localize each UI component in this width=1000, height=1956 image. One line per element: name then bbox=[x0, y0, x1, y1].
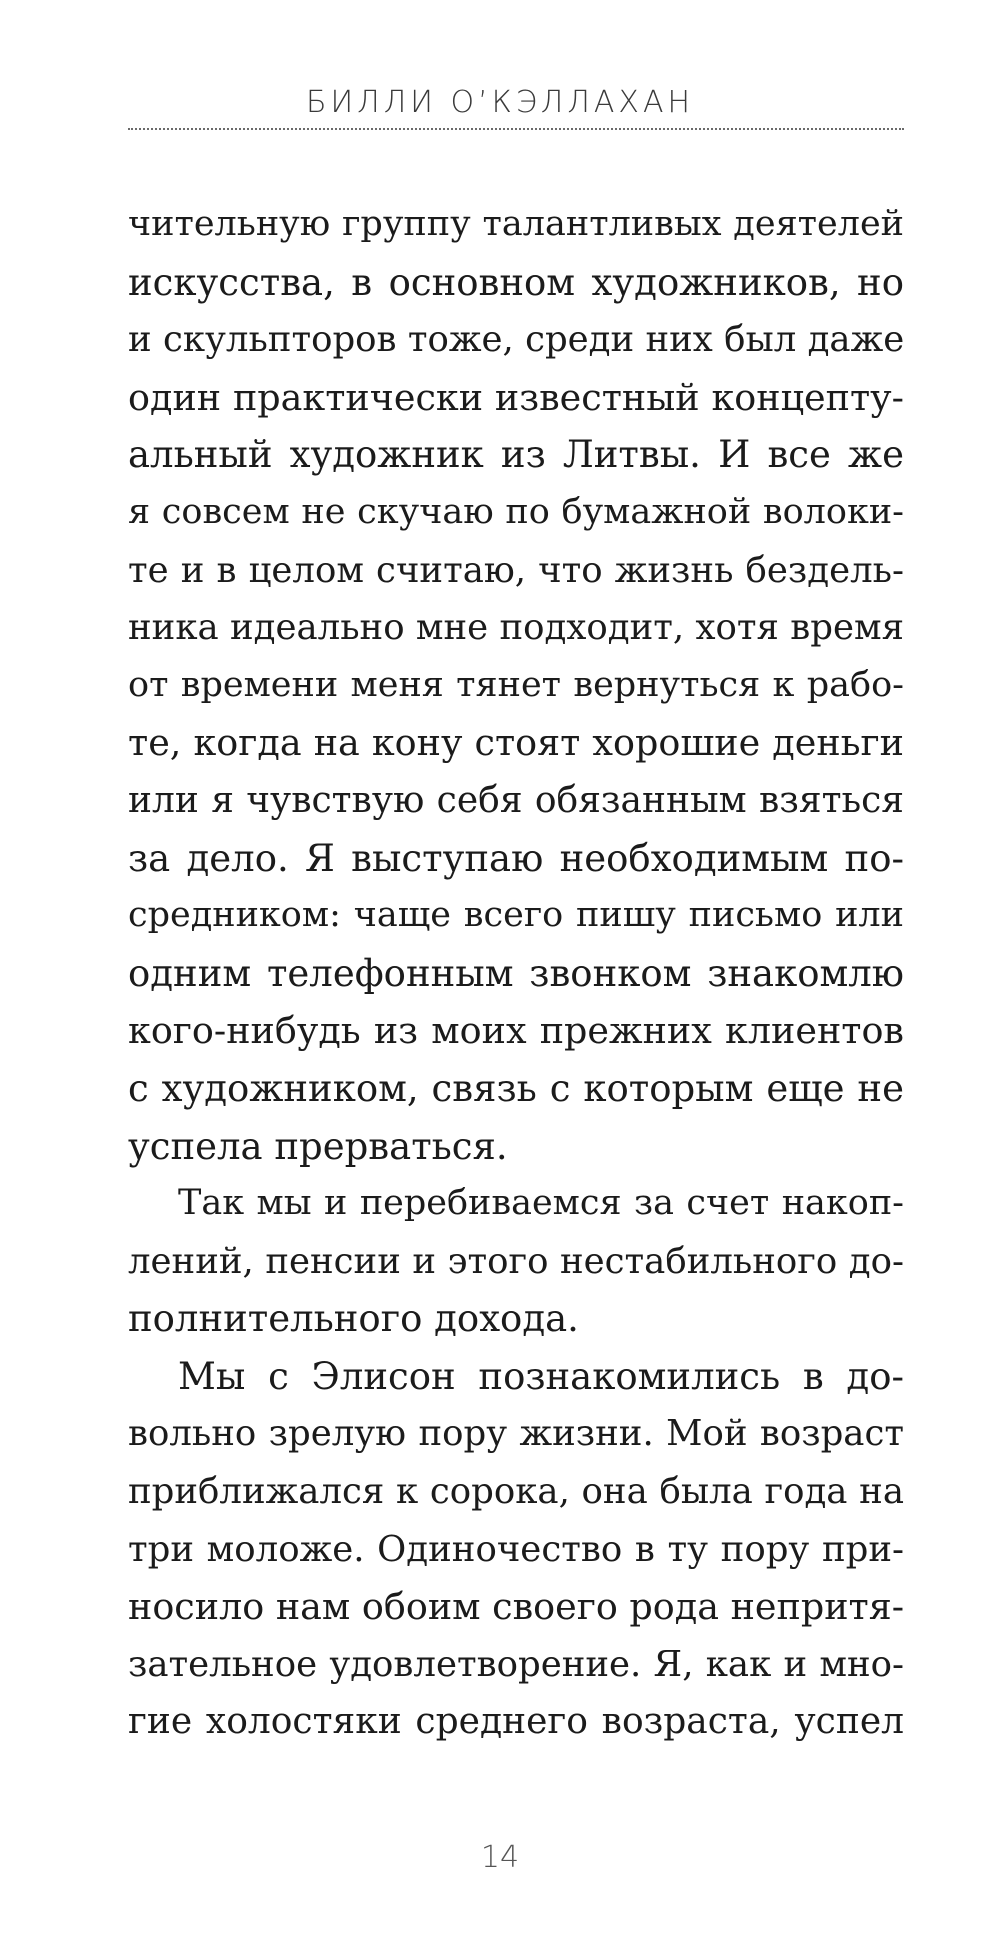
text-line: одним телефонным звонком знакомлю bbox=[128, 951, 904, 995]
running-head-author: БИЛЛИ О’КЭЛЛАХАН bbox=[305, 85, 695, 120]
header-dotted-rule bbox=[128, 128, 904, 130]
text-line: три моложе. Одиночество в ту пору при- bbox=[128, 1528, 904, 1570]
paragraph-3 bbox=[128, 1348, 904, 1751]
text-line: успела прерваться. bbox=[128, 1124, 508, 1168]
text-line: альный художник из Литвы. И все же bbox=[128, 433, 904, 477]
page-body-text bbox=[128, 196, 904, 1751]
text-line: один практически известный концепту- bbox=[128, 375, 904, 419]
text-line: кого-нибудь из моих прежних клиентов bbox=[128, 1009, 904, 1053]
text-line: Так мы и перебиваемся за счет накоп- bbox=[178, 1183, 904, 1224]
paragraph-2 bbox=[128, 1175, 904, 1348]
text-line: ника идеально мне подходит, хотя время bbox=[128, 607, 904, 649]
text-line: лений, пенсии и этого нестабильного до- bbox=[128, 1240, 904, 1282]
text-line: полнительного дохода. bbox=[128, 1297, 579, 1341]
text-line: за дело. Я выступаю необходимым по- bbox=[128, 836, 904, 880]
text-line: те и в целом считаю, что жизнь бездель- bbox=[128, 549, 904, 591]
text-line: Мы с Элисон познакомились в до- bbox=[178, 1354, 904, 1398]
text-line: гие холостяки среднего возраста, успел bbox=[128, 1701, 904, 1743]
page-number: 14 bbox=[480, 1840, 520, 1875]
paragraph-1 bbox=[128, 196, 904, 1175]
text-line: искусства, в основном художников, но bbox=[128, 260, 904, 304]
text-line: чительную группу талантливых деятелей bbox=[128, 204, 904, 244]
text-line: с художником, связь с которым еще не bbox=[128, 1066, 904, 1110]
text-line: носило нам обоим своего рода непритя- bbox=[128, 1585, 905, 1629]
text-line: зательное удовлетворение. Я, как и мно- bbox=[128, 1643, 904, 1685]
text-line: я совсем не скучаю по бумажной волоки- bbox=[128, 491, 904, 532]
text-line: вольно зрелую пору жизни. Мой возраст bbox=[128, 1413, 904, 1455]
text-line: и скульпторов тоже, среди них был даже bbox=[128, 319, 905, 361]
text-line: средником: чаще всего пишу письмо или bbox=[128, 895, 904, 936]
text-line: от времени меня тянет вернуться к рабо- bbox=[128, 664, 904, 705]
text-line: те, когда на кону стоят хорошие деньги bbox=[128, 721, 904, 765]
text-line: или я чувствую себя обязанным взяться bbox=[128, 779, 904, 821]
text-line: приближался к сорока, она была года на bbox=[128, 1471, 904, 1513]
